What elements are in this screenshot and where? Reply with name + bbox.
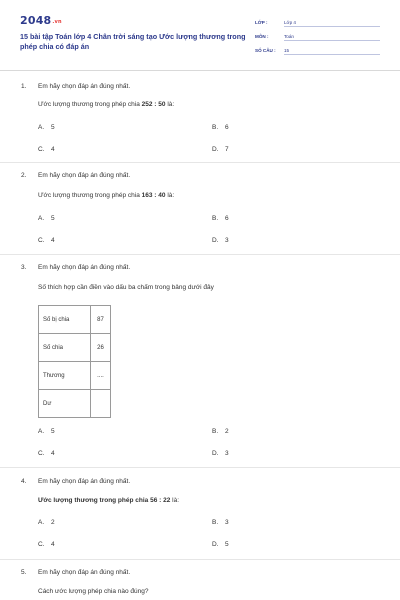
option-letter: A. [38, 124, 45, 131]
option-text: 5 [51, 124, 55, 131]
option-a[interactable] [38, 519, 55, 526]
question-prompt: Em hãy chọn đáp án đúng nhất. [38, 569, 131, 576]
option-text: 4 [51, 146, 55, 153]
option-letter: C. [38, 237, 45, 244]
option-a[interactable] [38, 215, 55, 222]
option-c[interactable] [38, 146, 55, 153]
option-text: 6 [225, 124, 229, 131]
table-row [39, 390, 111, 418]
body-text: Ước lượng thương trong phép chia [38, 101, 142, 108]
question-separator [0, 467, 400, 468]
meta-grade [255, 20, 296, 25]
body-text: Ước lượng thương trong phép chia [38, 192, 142, 199]
option-letter: B. [212, 124, 219, 131]
option-text: 3 [225, 450, 229, 457]
option-text: 4 [51, 541, 55, 548]
table-row [39, 362, 111, 390]
option-text: 5 [51, 215, 55, 222]
meta-value: 15 [284, 48, 380, 55]
option-text: 6 [225, 215, 229, 222]
question-number: 4. [21, 478, 27, 485]
body-text: là: [165, 192, 175, 199]
site-logo[interactable] [20, 14, 62, 27]
body-expression: 163 : 40 [141, 192, 166, 199]
table-cell: 87 [91, 306, 111, 334]
question-body [38, 497, 179, 504]
question-separator [0, 254, 400, 255]
meta-label: MÔN : [255, 34, 269, 39]
question-body [38, 192, 174, 199]
question-number: 5. [21, 569, 27, 576]
question-number: 2. [21, 172, 27, 179]
question-prompt: Em hãy chọn đáp án đúng nhất. [38, 83, 131, 90]
question-body: Số thích hợp cần điền vào dấu ba chấm trong bảng dưới đây [38, 284, 214, 291]
logo-text: 2048 [20, 14, 52, 27]
table-cell: Số chia [39, 334, 91, 362]
option-d[interactable] [212, 237, 229, 244]
question-body: Cách ước lượng phép chia nào đúng? [38, 588, 149, 595]
question-separator [0, 162, 400, 163]
option-a[interactable] [38, 124, 55, 131]
table-cell: Thương [39, 362, 91, 390]
body-text: là: [170, 497, 179, 504]
option-text: 5 [225, 541, 229, 548]
table-cell: Số bị chia [39, 306, 91, 334]
option-text: 7 [225, 146, 229, 153]
question-prompt: Em hãy chọn đáp án đúng nhất. [38, 264, 131, 271]
option-letter: C. [38, 146, 45, 153]
option-letter: D. [212, 541, 219, 548]
option-c[interactable] [38, 450, 55, 457]
table-row [39, 306, 111, 334]
option-letter: D. [212, 450, 219, 457]
option-text: 5 [51, 428, 55, 435]
option-text: 2 [225, 428, 229, 435]
option-letter: B. [212, 519, 219, 526]
option-d[interactable] [212, 146, 229, 153]
table-row [39, 334, 111, 362]
header-divider [0, 70, 400, 71]
option-c[interactable] [38, 541, 55, 548]
document-title: 15 bài tập Toán lớp 4 Chân trời sáng tạo Ước lượng thương trong phép chia có đáp án [20, 32, 246, 51]
option-letter: C. [38, 450, 45, 457]
option-letter: B. [212, 428, 219, 435]
table-cell: Dư [39, 390, 91, 418]
option-letter: D. [212, 237, 219, 244]
option-b[interactable] [212, 124, 229, 131]
question-prompt: Em hãy chọn đáp án đúng nhất. [38, 478, 131, 485]
meta-question-count [255, 48, 290, 53]
logo-suffix: .vn [52, 19, 62, 25]
option-letter: B. [212, 215, 219, 222]
meta-subject [255, 34, 294, 39]
meta-value: Toán [284, 34, 380, 41]
table-cell [91, 390, 111, 418]
option-text: 3 [225, 237, 229, 244]
body-expression: 252 : 50 [141, 101, 166, 108]
meta-label: LỚP : [255, 20, 268, 25]
question-body [38, 101, 174, 108]
option-letter: C. [38, 541, 45, 548]
question-prompt: Em hãy chọn đáp án đúng nhất. [38, 172, 131, 179]
option-text: 3 [225, 519, 229, 526]
question-number: 1. [21, 83, 27, 90]
body-text: là: [165, 101, 175, 108]
meta-label: SỐ CÂU : [255, 48, 276, 53]
option-b[interactable] [212, 215, 229, 222]
option-letter: A. [38, 519, 45, 526]
option-text: 2 [51, 519, 55, 526]
option-letter: A. [38, 215, 45, 222]
option-b[interactable] [212, 428, 229, 435]
option-text: 4 [51, 450, 55, 457]
data-table [38, 305, 111, 418]
question-separator [0, 559, 400, 560]
option-b[interactable] [212, 519, 229, 526]
question-number: 3. [21, 264, 27, 271]
table-cell: 26 [91, 334, 111, 362]
option-d[interactable] [212, 541, 229, 548]
option-letter: D. [212, 146, 219, 153]
body-expression: Ước lượng thương trong phép chia 56 : 22 [38, 497, 171, 504]
option-text: 4 [51, 237, 55, 244]
meta-value: Lớp 4 [284, 20, 380, 27]
table-cell: .... [91, 362, 111, 390]
option-c[interactable] [38, 237, 55, 244]
document-header [0, 0, 400, 70]
option-letter: A. [38, 428, 45, 435]
option-a[interactable] [38, 428, 55, 435]
option-d[interactable] [212, 450, 229, 457]
